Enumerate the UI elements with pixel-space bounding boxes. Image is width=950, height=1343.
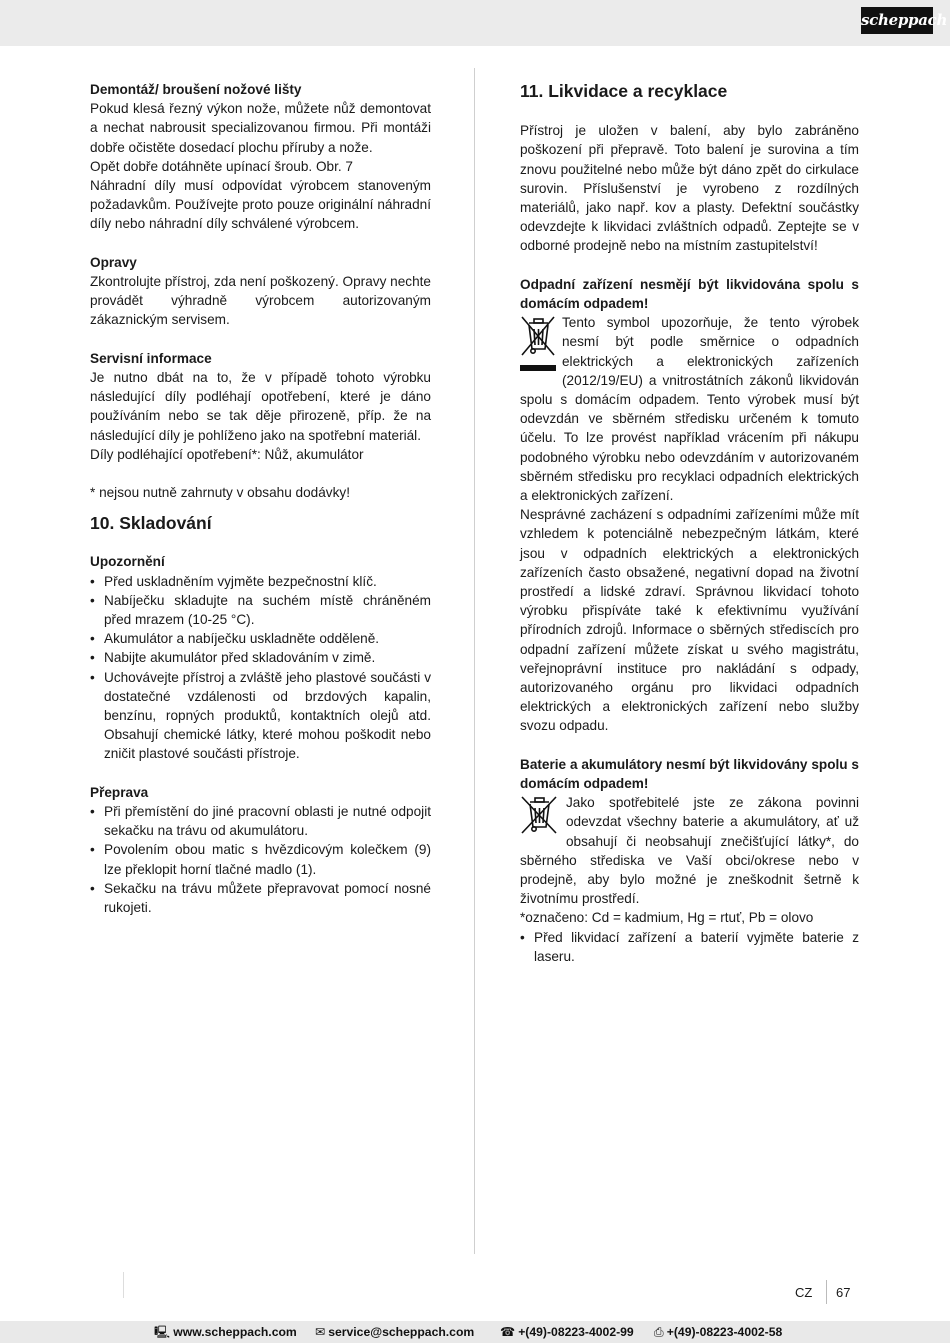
disposal-intro: Přístroj je uložen v balení, aby bylo zabráněno poškození při přepravě. Toto balení je surovina a tím znovu použitelné nebo může být dáno zpět do cirkulace surovin. Příslušenství je vyrobeno z rozdílných materiálů, jako např. kov a plasty. Defektní součástky odevzdejte k likvidaci zvláštních odpadů. Zeptejte se v odborné prodejně nebo na místním zastupitelství! — [520, 123, 859, 254]
phone-icon: ☎ — [500, 1325, 516, 1339]
list-item: • Akumulátor a nabíječku uskladněte odděleně. — [90, 629, 431, 648]
list-item: • Před likvidací zařízení a baterií vyjměte baterie z laseru. — [520, 928, 859, 966]
fax-icon: ⎙ — [654, 1325, 664, 1339]
disposal-title: 11. Likvidace a recyklace — [520, 81, 728, 101]
list-item: • Nabijte akumulátor před skladováním v zimě. — [90, 648, 431, 667]
battery-list — [520, 928, 859, 966]
list-item: • Nabíječku skladujte na suchém místě chráněném před mrazem (10-25 °C). — [90, 591, 431, 629]
margin-tick — [123, 1272, 124, 1298]
phone-text: +(49)-08223-4002-99 — [518, 1325, 634, 1339]
transport-heading: Přeprava — [90, 784, 149, 800]
mail-icon: ✉ — [315, 1325, 326, 1339]
battery-marking: *označeno: Cd = kadmium, Hg = rtuť, Pb = olovo — [520, 910, 814, 926]
page-number: 67 — [836, 1285, 851, 1300]
sharpen-body: Pokud klesá řezný výkon nože, můžete nůž demontovat a nechat nabrousit specializovanou firmou. Při montáži dobře očistěte dosedací plochu příruby a nože. — [90, 101, 431, 155]
email-link[interactable] — [315, 1321, 474, 1343]
website-link[interactable] — [154, 1321, 297, 1343]
weee-body: Tento symbol upozorňuje, že tento výrobek nesmí být podle směrnice o odpadních elektrických a elektronických zařízeních (2012/19/EU) a vnitrostátních zákonů likvidován spolu s domácím odpadem. Tento výrobek musí být odevzdán ve sběrném středisku určeném k tomuto účelu. To lze provést například vrácením při nákupu podobného výrobku nebo odevzdáním v autorizovaném sběrném středisku pro recyklaci odpadních elektrických a elektronických zařízení. — [520, 315, 859, 504]
repairs-heading: Opravy — [90, 254, 137, 270]
storage-list — [90, 572, 431, 764]
list-item: • Sekačku na trávu můžete přepravovat pomocí nosné rukojeti. — [90, 879, 431, 917]
contact-bar — [0, 1321, 950, 1343]
service-body: Je nutno dbát na to, že v případě tohoto výrobku následující díly podléhají opotřebení, které je dáno používáním nebo se tak děje přirozeně, příp. že na následující díly je pohlíženo jako na spotřební materiál. — [90, 370, 431, 443]
wear-parts: Díly podléhající opotřebení*: Nůž, akumulátor — [90, 446, 364, 462]
sharpen-body-3: Náhradní díly musí odpovídat výrobcem stanoveným požadavkům. Používejte proto pouze originální náhradní díly nebo náhradní díly schválené výrobcem. — [90, 178, 431, 232]
sharpen-heading: Demontáž/ broušení nožové lišty — [90, 82, 302, 97]
crossed-bin-icon — [520, 795, 560, 835]
list-item: • Uchovávejte přístroj a zvláště jeho plastové součásti v dostatečné vzdálenosti od brzdových kapalin, benzínu, ropných produktů, kontaktních olejů atd. Obsahují chemické látky, které mohou poškodit nebo zničit plastové součásti přístroje. — [90, 668, 431, 764]
email-text: service@scheppach.com — [328, 1325, 475, 1339]
list-item: • Před uskladněním vyjměte bezpečnostní klíč. — [90, 572, 431, 591]
computer-icon: 🖳 — [154, 1325, 171, 1339]
website-text: www.scheppach.com — [173, 1325, 297, 1339]
list-item: • Povolením obou matic s hvězdicovým kolečkem (9) lze překlopit horní tlačné madlo (1). — [90, 840, 431, 878]
list-item: • Při přemístění do jiné pracovní oblasti je nutné odpojit sekačku na trávu od akumulátoru. — [90, 802, 431, 840]
column-divider — [474, 68, 475, 1254]
footer-separator — [826, 1280, 827, 1304]
repairs-body: Zkontrolujte přístroj, zda není poškozený. Opravy nechte provádět výhradně výrobcem autorizovaným zákaznickým servisem. — [90, 274, 431, 328]
fax-number — [654, 1321, 782, 1343]
transport-list — [90, 802, 431, 917]
language-code: CZ — [795, 1285, 813, 1300]
sharpen-body-2: Opět dobře dotáhněte upínací šroub. Obr. 7 — [90, 158, 353, 174]
phone-number — [500, 1321, 634, 1343]
top-header-bar — [0, 0, 950, 46]
weee-heading: Odpadní zařízení nesmějí být likvidována spolu s domácím odpadem! — [520, 276, 859, 311]
weee-body-2: Nesprávné zacházení s odpadními zařízeními může mít vzhledem k potenciálně nebezpečným látkám, které jsou v odpadních elektrických a elektronických zařízeních často obsažené, negativní dopad na životní prostředí a lidské zdraví. Správnou likvidací tohoto výrobku přispíváte také k efektivnímu využívání přírodních zdrojů. Informace o sběrných střediscích pro odpadní zařízení můžete získat u svého magistrátu, veřejnoprávní instituce pro nakládání s odpady, autorizovaného orgánu pro likvidaci odpadních elektrických a elektronických zařízení nebo služby svozu odpadu. — [520, 507, 859, 734]
crossed-bin-icon — [520, 315, 556, 373]
left-column — [90, 80, 431, 917]
footnote: * nejsou nutně zahrnuty v obsahu dodávky! — [90, 485, 350, 501]
battery-heading: Baterie a akumulátory nesmí být likvidovány spolu s domácím odpadem! — [520, 756, 859, 792]
scheppach-logo: scheppach — [861, 7, 933, 34]
service-heading: Servisní informace — [90, 350, 212, 366]
fax-text: +(49)-08223-4002-58 — [666, 1325, 783, 1339]
battery-body: Jako spotřebitelé jste ze zákona povinni odevzdat všechny baterie a akumulátory, ať už obsahují či neobsahují znečišťující látky*, do sběrného střediska ve Vaší obci/okrese nebo v prodejně, aby bylo možné je zneškodnit šetrně k životnímu prostředí. — [520, 795, 859, 907]
storage-warning-heading: Upozornění — [90, 554, 165, 570]
right-column — [520, 80, 859, 966]
storage-title: 10. Skladování — [90, 513, 212, 534]
